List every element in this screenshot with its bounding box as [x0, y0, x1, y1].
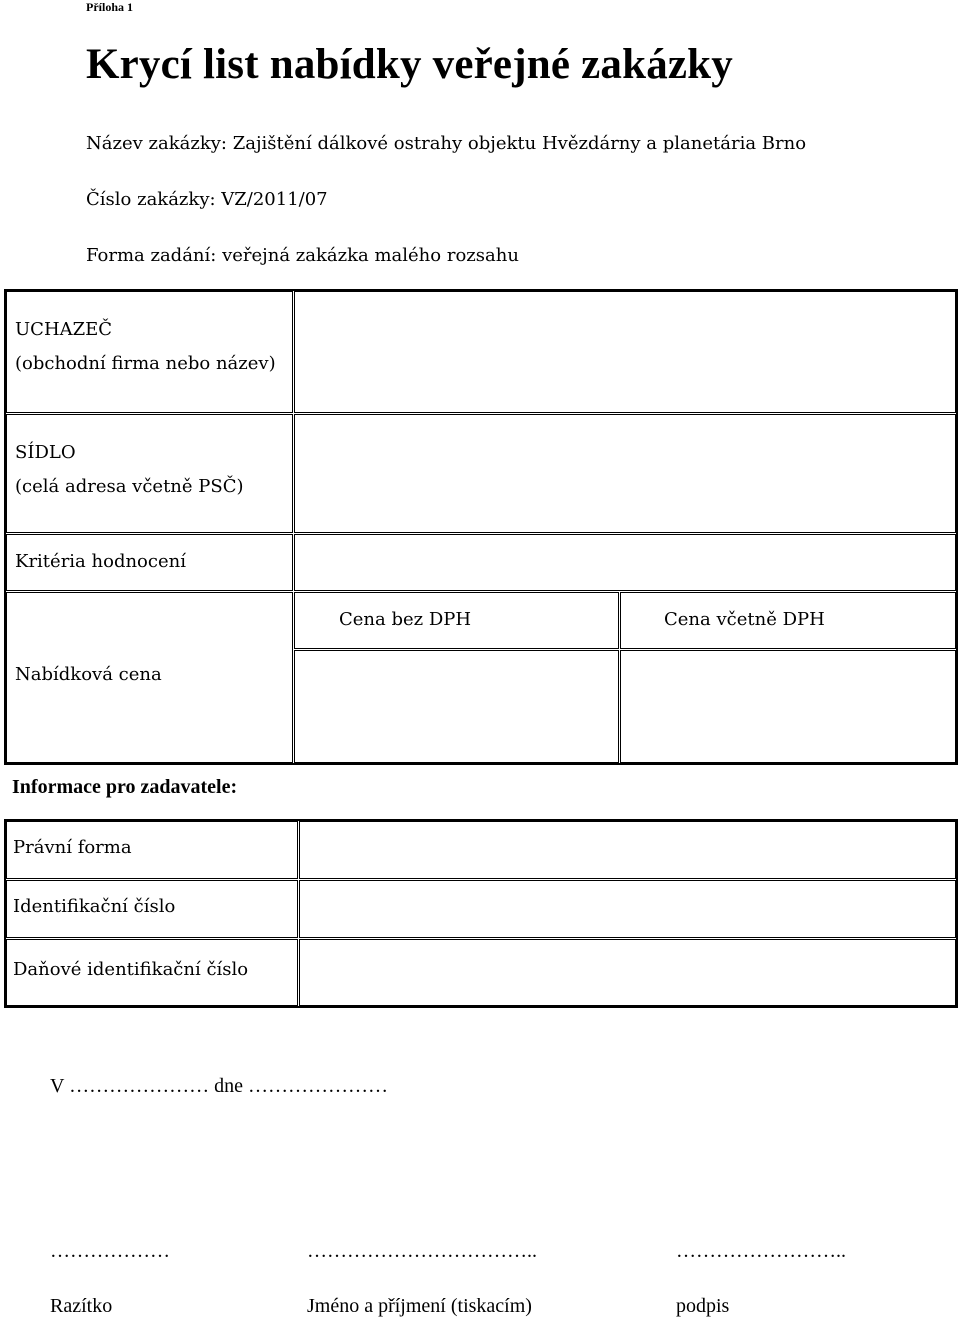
seat-label-cell — [6, 414, 293, 533]
price-incl-vat-header: Cena včetně DPH — [664, 609, 825, 630]
name-label: Jméno a příjmení (tiskacím) — [307, 1295, 532, 1317]
bidder-hint: (obchodní firma nebo název) — [15, 353, 276, 374]
sign-dots: …………………….. — [676, 1240, 846, 1262]
price-excl-vat-header: Cena bez DPH — [339, 609, 472, 630]
price-incl-vat-header-cell — [620, 592, 956, 649]
price-excl-vat-field[interactable] — [294, 650, 619, 763]
id-number-label-cell — [6, 880, 298, 938]
legal-form-label: Právní forma — [13, 837, 132, 858]
info-section-title: Informace pro zadavatele: — [12, 776, 238, 798]
tax-id-field[interactable] — [299, 939, 956, 1006]
assignment-form: Forma zadání: veřejná zakázka malého rozsahu — [86, 245, 519, 266]
offer-price-label-cell — [6, 592, 293, 763]
seat-label: SÍDLO — [15, 442, 76, 463]
criteria-field[interactable] — [294, 534, 956, 591]
stamp-dots: ……………… — [50, 1240, 170, 1262]
contract-name: Název zakázky: Zajištění dálkové ostrahy objektu Hvězdárny a planetária Brno — [86, 133, 807, 154]
id-number-field[interactable] — [299, 880, 956, 938]
price-excl-vat-header-cell — [294, 592, 619, 649]
info-table — [4, 819, 958, 1008]
legal-form-field[interactable] — [299, 821, 956, 879]
stamp-label: Razítko — [50, 1295, 113, 1317]
name-dots: …………………………….. — [307, 1240, 537, 1262]
tax-id-label-cell — [6, 939, 298, 1006]
page-title: Krycí list nabídky veřejné zakázky — [86, 41, 733, 88]
contract-number: Číslo zakázky: VZ/2011/07 — [86, 189, 328, 210]
offer-price-label: Nabídková cena — [15, 664, 162, 685]
annex-label: Příloha 1 — [86, 0, 133, 14]
bidder-field[interactable] — [294, 291, 956, 413]
seat-hint: (celá adresa včetně PSČ) — [15, 476, 244, 497]
tax-id-label: Daňové identifikační číslo — [13, 959, 249, 980]
place-date-line: V ………………… dne ………………… — [50, 1075, 388, 1097]
legal-form-label-cell — [6, 821, 298, 879]
bidder-label-cell — [6, 291, 293, 413]
sign-label: podpis — [676, 1295, 730, 1317]
price-incl-vat-field[interactable] — [620, 650, 956, 763]
criteria-label-cell — [6, 534, 293, 591]
criteria-label: Kritéria hodnocení — [15, 551, 186, 572]
bid-form-table — [4, 289, 958, 765]
id-number-label: Identifikační číslo — [13, 896, 176, 917]
seat-field[interactable] — [294, 414, 956, 533]
bidder-label: UCHAZEČ — [15, 319, 113, 340]
